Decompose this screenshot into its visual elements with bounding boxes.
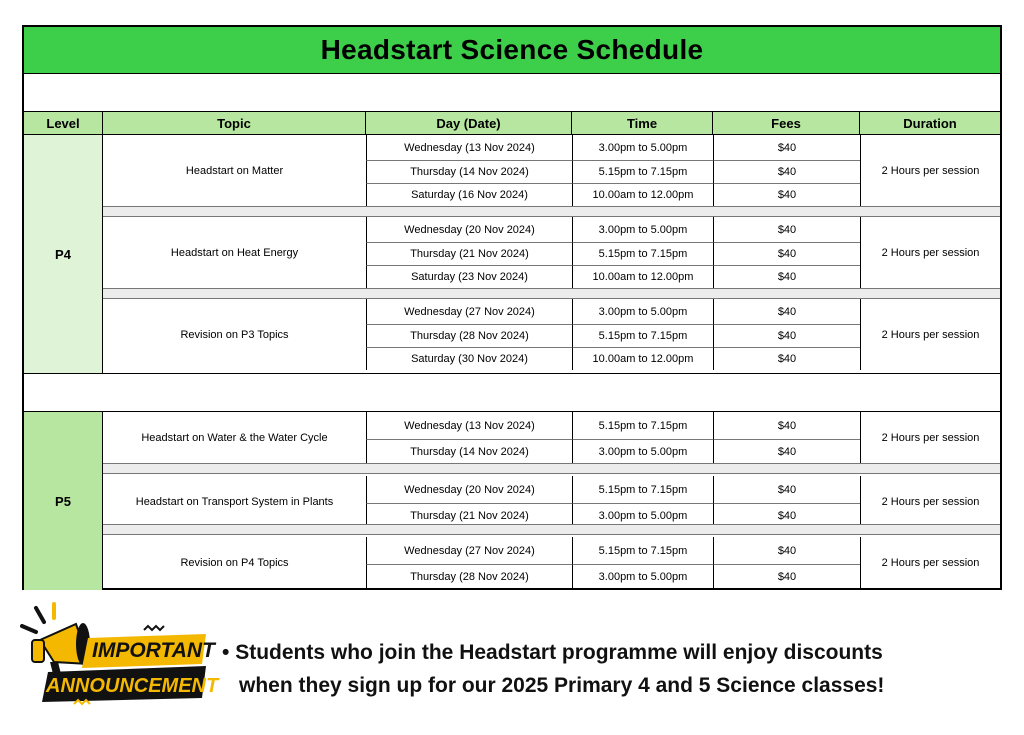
session-fee: $40: [713, 160, 860, 183]
schedule-table: [22, 25, 1002, 590]
duration-cell: 2 Hours per session: [860, 412, 1000, 463]
group-separator: [103, 288, 1000, 299]
header-row: [24, 111, 1000, 135]
badge-text-important: IMPORTANT: [92, 639, 215, 662]
level-spacer: [24, 373, 1000, 412]
header-duration: Duration: [903, 115, 957, 131]
session-time: 5.15pm to 7.15pm: [572, 324, 713, 347]
session-time: 5.15pm to 7.15pm: [572, 160, 713, 183]
session-fee: $40: [713, 503, 860, 527]
level-cell-p5: P5: [24, 412, 103, 590]
session-day: Thursday (28 Nov 2024): [366, 324, 572, 347]
session-time: 5.15pm to 7.15pm: [572, 476, 713, 503]
session-time: 5.15pm to 7.15pm: [572, 537, 713, 564]
session-fee: $40: [713, 135, 860, 160]
session-time: 3.00pm to 5.00pm: [572, 439, 713, 463]
duration-cell: 2 Hours per session: [860, 135, 1000, 206]
session-fee: $40: [713, 564, 860, 588]
announcement-line-2: when they sign up for our 2025 Primary 4 and 5 Science classes!: [239, 674, 885, 697]
session-day: Saturday (16 Nov 2024): [366, 183, 572, 206]
bullet: •: [222, 641, 230, 664]
session-time: 3.00pm to 5.00pm: [572, 564, 713, 588]
session-fee: $40: [713, 439, 860, 463]
topic-cell: Headstart on Water & the Water Cycle: [141, 431, 328, 444]
schedule-title: Headstart Science Schedule: [24, 27, 1000, 74]
session-day: Wednesday (13 Nov 2024): [366, 135, 572, 160]
session-day: Wednesday (20 Nov 2024): [366, 217, 572, 242]
session-time: 5.15pm to 7.15pm: [572, 242, 713, 265]
topic-cell: Headstart on Heat Energy: [170, 246, 299, 259]
announcement-line-1: [222, 636, 1012, 669]
session-fee: $40: [713, 324, 860, 347]
announcement-text: [222, 636, 1012, 702]
session-time: 10.00am to 12.00pm: [572, 347, 713, 370]
topic-cell: Revision on P3 Topics: [180, 328, 289, 341]
session-day: Wednesday (27 Nov 2024): [366, 299, 572, 324]
header-level: Level: [24, 112, 103, 134]
title-spacer: [24, 74, 1000, 111]
duration-cell: 2 Hours per session: [860, 299, 1000, 370]
session-time: 3.00pm to 5.00pm: [572, 503, 713, 527]
header-topic: Topic: [103, 112, 366, 134]
header-fees: Fees: [713, 112, 860, 134]
session-day: Thursday (21 Nov 2024): [366, 503, 572, 527]
session-time: 10.00am to 12.00pm: [572, 265, 713, 288]
session-day: Thursday (14 Nov 2024): [366, 439, 572, 463]
session-day: Thursday (14 Nov 2024): [366, 160, 572, 183]
announcement-text-line-1: Students who join the Headstart programme will enjoy discounts: [235, 641, 883, 664]
header-day: Day (Date): [366, 112, 572, 134]
header-time: Time: [572, 112, 713, 134]
session-day: Saturday (23 Nov 2024): [366, 265, 572, 288]
session-time: 3.00pm to 5.00pm: [572, 217, 713, 242]
session-fee: $40: [713, 537, 860, 564]
session-time: 10.00am to 12.00pm: [572, 183, 713, 206]
duration-cell: 2 Hours per session: [860, 476, 1000, 527]
topic-cell: Headstart on Transport System in Plants: [135, 495, 334, 508]
session-fee: $40: [713, 265, 860, 288]
group-separator: [103, 206, 1000, 217]
session-day: Wednesday (20 Nov 2024): [366, 476, 572, 503]
session-fee: $40: [713, 183, 860, 206]
session-day: Wednesday (13 Nov 2024): [366, 412, 572, 439]
session-fee: $40: [713, 242, 860, 265]
session-day: Wednesday (27 Nov 2024): [366, 537, 572, 564]
session-time: 5.15pm to 7.15pm: [572, 412, 713, 439]
badge-text-announcement: ANNOUNCEMENT: [46, 675, 219, 697]
duration-cell: 2 Hours per session: [860, 537, 1000, 588]
session-fee: $40: [713, 476, 860, 503]
session-time: 3.00pm to 5.00pm: [572, 135, 713, 160]
important-announcement-badge: [14, 600, 219, 710]
session-fee: $40: [713, 347, 860, 370]
topic-cell: Headstart on Matter: [185, 164, 284, 177]
session-time: 3.00pm to 5.00pm: [572, 299, 713, 324]
topic-cell: Revision on P4 Topics: [180, 556, 289, 569]
session-fee: $40: [713, 412, 860, 439]
session-fee: $40: [713, 217, 860, 242]
group-separator: [103, 524, 1000, 535]
session-day: Thursday (21 Nov 2024): [366, 242, 572, 265]
session-day: Thursday (28 Nov 2024): [366, 564, 572, 588]
session-day: Saturday (30 Nov 2024): [366, 347, 572, 370]
group-separator: [103, 463, 1000, 474]
duration-cell: 2 Hours per session: [860, 217, 1000, 288]
session-fee: $40: [713, 299, 860, 324]
level-cell-p4: P4: [24, 135, 103, 373]
